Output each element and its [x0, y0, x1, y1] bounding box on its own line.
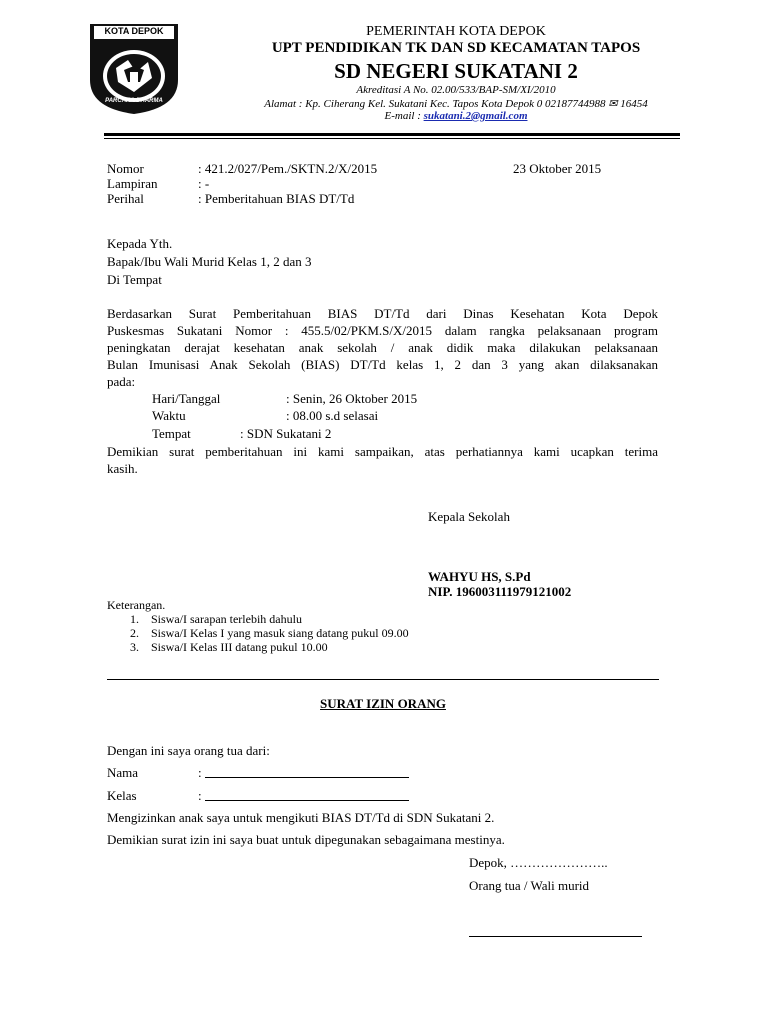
nomor-label: Nomor [107, 161, 144, 176]
email-link[interactable]: sukatani.2@gmail.com [423, 110, 528, 122]
logo-text-bottom: PARCARA DHARMA [105, 98, 163, 104]
lampiran-value: : - [198, 176, 210, 191]
body-line5: pada: [107, 374, 136, 389]
nama-label: Nama [107, 765, 139, 780]
permission-closing: Demikian surat izin ini saya buat untuk dipegunakan sebagaimana mestinya. [107, 832, 505, 847]
closing-line2: kasih. [107, 461, 138, 476]
signature-nip: NIP. 196003111979121002 [428, 584, 572, 599]
recipient-line3: Di Tempat [107, 272, 162, 287]
nama-colon: : [198, 765, 202, 780]
note-text: Siswa/I Kelas III datang pukul 10.00 [151, 640, 328, 654]
note-text: Siswa/I Kelas I yang masuk siang datang pukul 09.00 [151, 626, 409, 640]
parent-signature-line[interactable] [469, 936, 642, 937]
note-number: 2. [130, 626, 139, 640]
permission-title: SURAT IZIN ORANG [320, 696, 446, 711]
hari-label: Hari/Tanggal [152, 391, 221, 406]
letterhead-line2: UPT PENDIDIKAN TK DAN SD KECAMATAN TAPOS [271, 40, 641, 56]
recipient-line2: Bapak/Ibu Wali Murid Kelas 1, 2 dan 3 [107, 254, 312, 269]
tempat-label: Tempat [152, 426, 191, 441]
cut-line [107, 679, 659, 680]
permission-statement: Mengizinkan anak saya untuk mengikuti BIAS DT/Td di SDN Sukatani 2. [107, 810, 495, 825]
letterhead-school-name: SD NEGERI SUKATANI 2 [334, 59, 578, 83]
permission-place-date: Depok, ………………….. [469, 855, 608, 870]
perihal-label: Perihal [107, 191, 144, 206]
letterhead-email-row [190, 110, 722, 122]
kelas-label: Kelas [107, 788, 137, 803]
permission-intro: Dengan ini saya orang tua dari: [107, 743, 270, 758]
body-line3: peningkatan derajat kesehatan anak sekolah / anak didik maka dilakukan pelaksanaan [107, 340, 658, 355]
notes-heading: Keterangan. [107, 598, 166, 612]
body-line1: Berdasarkan Surat Pemberitahuan BIAS DT/Td dari Dinas Kesehatan Kota Depok [107, 306, 658, 321]
signature-name: WAHYU HS, S.Pd [428, 569, 531, 584]
signature-title: Kepala Sekolah [428, 509, 510, 524]
body-line4: Bulan Imunisasi Anak Sekolah (BIAS) DT/Td kelas 1, 2 dan 3 yang akan dilaksanakan [107, 357, 658, 372]
letterhead-line1: PEMERINTAH KOTA DEPOK [366, 24, 546, 39]
waktu-value: : 08.00 s.d selasai [286, 408, 379, 423]
nomor-value: : 421.2/027/Pem./SKTN.2/X/2015 [198, 161, 378, 176]
hari-value: : Senin, 26 Oktober 2015 [286, 391, 418, 406]
waktu-label: Waktu [152, 408, 186, 423]
nama-field[interactable] [205, 777, 409, 778]
perihal-value: : Pemberitahuan BIAS DT/Td [198, 191, 355, 206]
permission-signer: Orang tua / Wali murid [469, 878, 590, 893]
letterhead-address: Alamat : Kp. Ciherang Kel. Sukatani Kec. Tapos Kota Depok 0 02187744988 ✉ 16454 [264, 98, 648, 110]
kelas-colon: : [198, 788, 202, 803]
body-line2: Puskesmas Sukatani Nomor : 455.5/02/PKM.S/X/2015 dalam rangka pelaksanaan program [107, 323, 658, 338]
letterhead-divider [104, 133, 680, 136]
closing-line1: Demikian surat pemberitahuan ini kami sampaikan, atas perhatiannya kami ucapkan terima [107, 444, 658, 459]
recipient-line1: Kepada Yth. [107, 236, 173, 251]
tempat-value: : SDN Sukatani 2 [240, 426, 332, 441]
note-text: Siswa/I sarapan terlebih dahulu [151, 612, 302, 626]
school-logo [86, 20, 182, 116]
note-number: 3. [130, 640, 139, 654]
letter-date: 23 Oktober 2015 [513, 161, 602, 176]
logo-text-top: KOTA DEPOK [104, 26, 164, 36]
kelas-field[interactable] [205, 800, 409, 801]
lampiran-label: Lampiran [107, 176, 158, 191]
letterhead-divider-thin [104, 138, 680, 139]
letterhead-accreditation: Akreditasi A No. 02.00/533/BAP-SM/XI/2010 [356, 84, 556, 96]
note-number: 1. [130, 612, 139, 626]
email-label: E-mail : [384, 110, 421, 122]
